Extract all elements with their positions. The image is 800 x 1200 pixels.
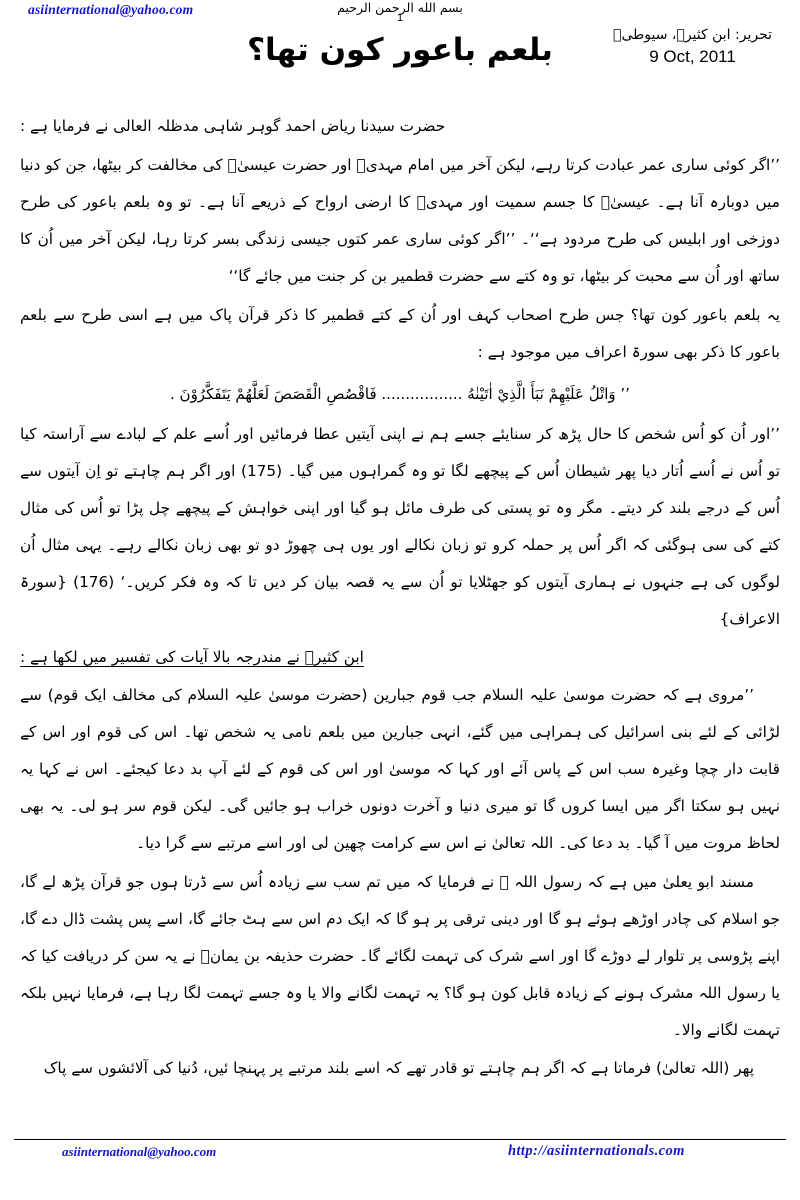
document-body: [14, 108, 786, 1086]
intro-paragraph: حضرت سیدنا ریاض احمد گوہر شاہی مدظلہ العالی نے فرمایا ہے :: [20, 117, 446, 135]
document-header: [14, 0, 786, 108]
document-footer: [14, 1139, 786, 1164]
tafsir-body-paragraph: ’’مروی ہے کہ حضرت موسیٰ علیہ السلام جب قوم جبارین (حضرت موسیٰ علیہ السلام کی مخالف ایک قوم) سے لڑائی کے لئے بنی اسرائیل کی ہمراہی میں گئے، انہی جبارین میں بلعم نامی یہ شخص تھا۔ اس کی قوم اور اس کے قابت دار چچا وغیرہ سب اس کے پاس آئے اور کہا کہ موسیٰ اور اس کی قوم کے لئے آپ بد دعا کیجئے۔ اس نے کہا یہ نہیں ہو سکتا اگر میں ایسا کروں گا تو میری دنیا و آخرت دونوں خراب ہو جائیں گی۔ لیکن قوم سر ہو لی۔ یہ بھی لحاظ مروت میں آ گیا۔ بد دعا کی۔ اللہ تعالیٰ نے اس سے کرامت چھین لی اور اسے مرتبے سے گرا دیا۔: [20, 685, 780, 852]
header-meta-block: [613, 26, 772, 67]
header-email-address[interactable]: asiinternational@yahoo.com: [28, 2, 194, 17]
footer-website-url[interactable]: http://asiinternationals.com: [508, 1143, 685, 1159]
quran-verse-arabic: ’’ وَاتْلُ عَلَيْهِمْ نَبَأَ الَّذِيْ اٰتَيْنٰهُ ................. فَاقْصُصِ الْقَصَصَ لَعَلَّهُمْ يَتَفَكَّرُوْنَ .: [170, 385, 630, 404]
bismillah-text: بسم الله الرحمن الرحيم: [337, 0, 463, 15]
footer-row: [14, 1144, 786, 1164]
closing-paragraph: پھر (اللہ تعالیٰ) فرماتا ہے کہ اگر ہم چاہتے تو قادر تھے کہ اسے بلند مرتبے پر پہنچا ئیں، دُنیا کی آلائشوں سے پاک: [43, 1059, 754, 1078]
document-date: 9 Oct, 2011: [649, 47, 736, 67]
quote-paragraph-1: ’’اگر کوئی ساری عمر عبادت کرتا رہے، لیکن آخر میں امام مہدیؑ اور حضرت عیسیٰؑ کی مخالفت کر بیٹھا، جن کو دنیا میں دوبارہ آنا ہے۔ عیسیٰؑ کا جسم سمیت اور مہدیؑ کا ارضی ارواح کے ذریعے آنا ہے۔ تو وہ بلعم باعور کی طرح دوزخی اور ابلیس کی طرح مردود ہے‘‘۔ ’’اگر کوئی ساری عمر کتوں جیسی زندگی بسر کرتا رہا، لیکن آخر میں اُن کا ساتھ اور اُن سے محبت کر بیٹھا، تو وہ کتے سے حضرت قطمیر بن کر جنت میں جائے گا‘‘: [20, 156, 780, 286]
quran-verse-translation: ’’اور اُن کو اُس شخص کا حال پڑھ کر سنایئے جسے ہم نے اپنی آیتیں عطا فرمائیں اور اُسے علم کے لبادے سے آراستہ کیا تو اُس نے اُسے اُتار دیا پھر شیطان اُس کے پیچھے لگا تو وہ گمراہوں میں گیا۔ (175) اور اگر ہم چاہتے تو اِن آیتوں سے اُس کے درجے بلند کر دیتے۔ مگر وہ تو پستی کی طرف مائل ہو گیا اور اپنی خواہش کے پیچھے چل پڑا تو اُس کی مثال کتے کی سی ہوگئی کہ اگر اُس پر حملہ کرو تو زبان نکالے اور یوں ہی چھوڑ دو تو بھی زبان نکالے رہے۔ یہی مثال اُن لوگوں کی ہے جنہوں نے ہماری آیتوں کو جھٹلایا تو اُن سے یہ قصہ بیان کر دیں تا کہ وہ فکر کریں۔‘ (176) {سورۃ الاعراف}: [20, 424, 780, 628]
hadith-paragraph: مسند ابو یعلیٰ میں ہے کہ رسول اللہ ﷺ نے فرمایا کہ میں تم سب سے زیادہ اُس سے ڈرتا ہوں جو قرآن پڑھ لے گا، جو اسلام کی چادر اوڑھے ہوئے ہو گا اور دینی ترقی پر ہو گا کہ ایک دم اس سے ہٹ جائے گا، اسے پس پشت ڈال دے گا، اپنے پڑوسی پر تلوار لے دوڑے گا اور اسے شرک کی تہمت لگائے گا۔ حضرت حذیفہ بن یمانؓ نے یہ سن کر دریافت کیا کہ یا رسول اللہ مشرک ہونے کے زیادہ قابل کون ہو گا؟ یہ تہمت لگانے والا یا وہ جسے تہمت لگا رہا ہے، فرمایا نہیں بلکہ تہمت لگانے والا۔: [20, 872, 780, 1040]
footer-email-address[interactable]: asiinternational@yahoo.com: [62, 1144, 217, 1159]
tafsir-heading: ابن کثیرؒ نے مندرجہ بالا آیات کی تفسیر میں لکھا ہے :: [20, 647, 364, 666]
footer-divider: [14, 1139, 786, 1140]
question-paragraph: یہ بلعم باعور کون تھا؟ جس طرح اصحاب کہف اور اُن کے کتے قطمیر کا ذکر قرآن پاک میں ہے اسی طرح سے بلعم باعور کا ذکر بھی سورۃ اعراف میں موجود ہے :: [20, 306, 780, 362]
author-credit: تحریر: ابن کثیرؒ، سیوطیؒ: [613, 27, 772, 43]
page-number: 1: [396, 11, 404, 24]
page-title: بلعم باعور کون تھا؟: [247, 31, 553, 68]
